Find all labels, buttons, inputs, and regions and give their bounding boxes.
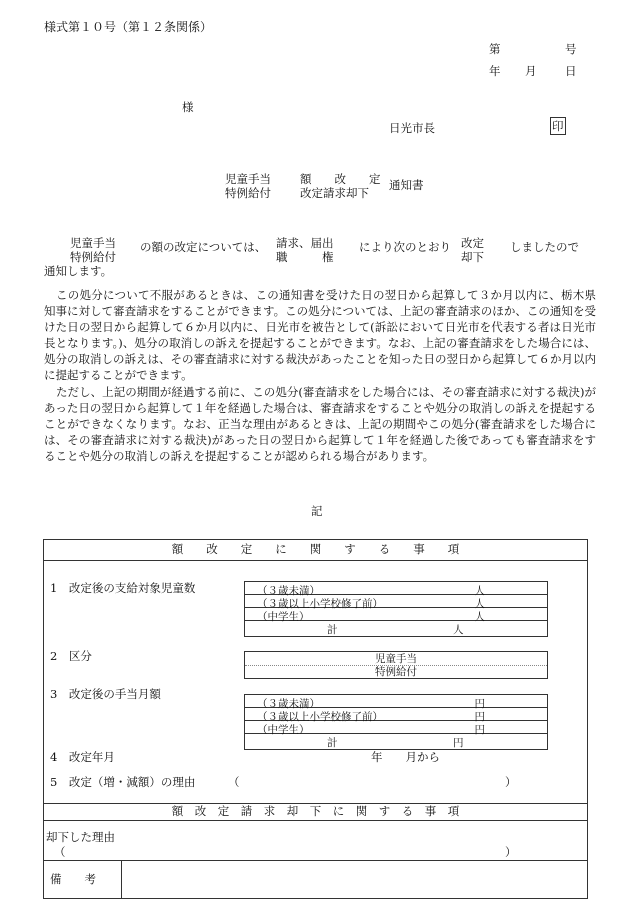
section2-header: 額 改 定 請 求 却 下 に 関 す る 事 項 <box>171 804 460 818</box>
seal-mark <box>550 121 566 133</box>
monthly-amount-table <box>244 694 548 750</box>
section1-header: 額 改 定 に 関 す る 事 項 <box>171 542 460 556</box>
date-day: 日 <box>565 64 577 78</box>
child-count-total-row <box>245 621 547 634</box>
opening-end: しましたので <box>510 240 579 254</box>
row-label: （３歳未満） <box>257 698 320 710</box>
opening-choice1-line1: 児童手当 <box>70 236 116 250</box>
row-unit: 人 <box>474 611 485 623</box>
item2-label: 2 区分 <box>50 649 92 663</box>
opening-choice3-line1: 改定 <box>461 236 484 250</box>
row-unit: 円 <box>474 698 485 710</box>
paragraph-appeal: この処分について不服があるときは、この通知書を受けた日の翌日から起算して３か月以内に、栃木県知事に対して審査請求をすることができます。この処分については、上記の審査請求のほか、この通知を受けた日の翌日から起算して６か月以内に、日光市を被告として(訴訟において日光市を代表する者は日光市長となります。)、処分の取消しの訴えを提起することができます。なお、上記の審査請求をした場合には、処分の取消しの訴えは、その審査請求に対する裁決があったことを知った日の翌日から起算して６か月以内に提起することができます。 <box>44 288 596 382</box>
rejection-reason-label: 却下した理由 <box>46 830 115 844</box>
category-box <box>244 651 548 679</box>
opening-mid1: の額の改定については、 <box>140 240 267 254</box>
title-col1-line1: 児童手当 <box>225 172 271 186</box>
child-count-table <box>244 581 548 637</box>
opening-choice3 <box>461 236 484 264</box>
child-count-row <box>245 608 547 621</box>
rejection-close-paren: ） <box>505 845 517 859</box>
section1-header-divider <box>43 560 588 561</box>
date-year: 年 <box>489 64 501 78</box>
item5-label: 5 改定（増・減額）の理由 <box>50 775 196 789</box>
monthly-amount-total-row <box>245 734 547 747</box>
row-label: （３歳以上小学校修了前） <box>257 711 383 723</box>
item4-label: 4 改定年月 <box>50 750 115 764</box>
ref-no-dai: 第 <box>489 42 501 56</box>
child-count-row <box>245 595 547 608</box>
opening-choice2 <box>276 236 334 264</box>
item4-value: 年 月から <box>371 750 440 764</box>
item5-close-paren: ） <box>505 775 517 789</box>
opening-choice1 <box>70 236 116 264</box>
opening-choice3-line2: 却下 <box>461 250 484 264</box>
category-option-special-benefit: 特例給付 <box>375 666 417 678</box>
ref-no-go: 号 <box>565 42 577 56</box>
seal-label: 印 <box>552 119 564 133</box>
date-month: 月 <box>525 64 537 78</box>
child-count-row <box>245 582 547 595</box>
row-label: （３歳以上小学校修了前） <box>257 598 383 610</box>
opening-choice2-line2: 職 権 <box>276 250 334 264</box>
ki-mark: 記 <box>311 504 323 518</box>
total-unit: 人 <box>453 624 464 636</box>
opening-choice2-line1: 請求、届出 <box>276 236 334 250</box>
title-col2-line2: 改定請求却下 <box>300 186 369 200</box>
addressee-sama: 様 <box>182 100 194 114</box>
title-col1-line2: 特例給付 <box>225 186 271 200</box>
row-unit: 人 <box>474 585 485 597</box>
monthly-amount-row <box>245 721 547 734</box>
row-unit: 円 <box>474 724 485 736</box>
opening-second-line: 通知します。 <box>44 264 113 278</box>
section2-header-divider <box>43 820 588 821</box>
title-col1 <box>225 172 271 200</box>
row-label: （中学生） <box>257 611 310 623</box>
sender-name: 日光市長 <box>389 121 435 135</box>
row-unit: 人 <box>474 598 485 610</box>
item5-open-paren: （ <box>228 775 240 789</box>
row-label: （３歳未満） <box>257 585 320 597</box>
opening-mid2: により次のとおり <box>359 240 451 254</box>
total-label: 計 <box>327 624 338 636</box>
remarks-divider <box>43 860 588 861</box>
total-label: 計 <box>327 737 338 749</box>
remarks-label: 備 考 <box>50 872 96 886</box>
item1-label: 1 改定後の支給対象児童数 <box>50 581 196 595</box>
rejection-open-paren: （ <box>54 845 66 859</box>
row-unit: 円 <box>474 711 485 723</box>
title-col2-line1: 額 改 定 <box>300 172 381 186</box>
monthly-amount-row <box>245 695 547 708</box>
title-col2 <box>300 172 381 200</box>
paragraph-deadline: ただし、上記の期間が経過する前に、この処分(審査請求をした場合には、その審査請求に対する裁決)があった日の翌日から起算して１年を経過した場合は、審査請求をすることや処分の取消しの訴えを提起することができなくなります。なお、正当な理由があるときは、上記の期間やこの処分(審査請求をした場合には、その審査請求に対する裁決)があった日の翌日から起算して１年を経過した後であっても審査請求をすることや処分の取消しの訴えを提起することが認められる場合があります。 <box>44 385 596 463</box>
remarks-column-divider <box>121 860 122 898</box>
opening-choice1-line2: 特例給付 <box>70 250 116 264</box>
form-number: 様式第１０号（第１２条関係） <box>44 20 213 34</box>
total-unit: 円 <box>453 737 464 749</box>
row-label: （中学生） <box>257 724 310 736</box>
monthly-amount-row <box>245 708 547 721</box>
item3-label: 3 改定後の手当月額 <box>50 687 161 701</box>
category-option-child-allowance: 児童手当 <box>375 653 417 665</box>
title-suffix: 通知書 <box>389 178 424 192</box>
